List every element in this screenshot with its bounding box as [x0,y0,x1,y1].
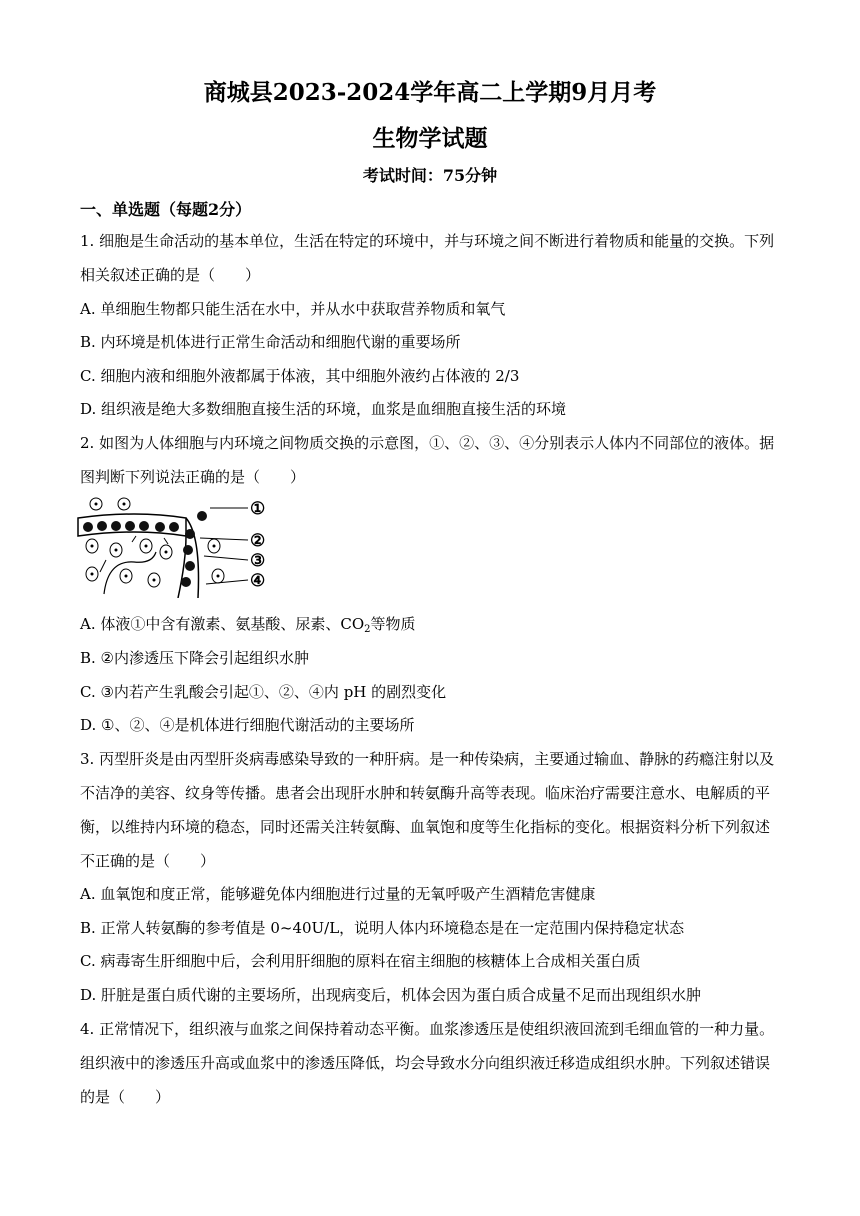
figure-label-4: ④ [250,571,266,591]
exchange-arrows [100,536,168,572]
lymph-vessel [104,552,156,594]
question-3-option-b: B. 正常人转氨酶的参考值是 0~40U/L，说明人体内环境稳态是在一定范围内保持稳定状态 [80,919,685,937]
question-2-stem-line-2: 图判断下列说法正确的是（ ） [80,468,306,486]
question-3-stem-line-1: 3. 丙型肝炎是由丙型肝炎病毒感染导致的一种肝病。是一种传染病，主要通过输血、静脉的药瘾注射以及 [80,750,775,768]
question-1-stem-line-1: 1. 细胞是生命活动的基本单位，生活在特定的环境中，并与环境之间不断进行着物质和能量的交换。下列 [80,232,775,250]
co2-subscript: 2 [364,624,371,635]
question-2-stem-line-1: 2. 如图为人体细胞与内环境之间物质交换的示意图，①、②、③、④分别表示人体内不同部位的液体。据 [80,434,775,452]
question-4-stem-line-1: 4. 正常情况下，组织液与血浆之间保持着动态平衡。血浆渗透压是使组织液回流到毛细血管的一种力量。 [80,1020,775,1038]
question-3-option-c: C. 病毒寄生肝细胞中后，会利用肝细胞的原料在宿主细胞的核糖体上合成相关蛋白质 [80,952,641,970]
question-3-stem-line-3: 衡，以维持内环境的稳态，同时还需关注转氨酶、血氧饱和度等生化指标的变化。根据资料分析下列叙述 [80,818,771,836]
question-2-option-a-text: A. 体液①中含有激素、氨基酸、尿素、CO [80,615,365,633]
question-3-stem-line-4: 不正确的是（ ） [80,852,216,870]
figure-label-2: ② [250,531,266,551]
question-2-option-c: C. ③内若产生乳酸会引起①、②、④内 pH 的剧烈变化 [80,683,447,701]
question-1-option-c: C. 细胞内液和细胞外液都属于体液，其中细胞外液约占体液的 2/3 [80,367,520,385]
question-2-option-a-tail: 等物质 [370,615,416,633]
question-3-option-d: D. 肝脏是蛋白质代谢的主要场所，出现病变后，机体会因为蛋白质合成量不足而出现组织水肿 [80,986,702,1004]
figure-label-3: ③ [250,551,266,571]
leader-lines [200,508,248,584]
figure-label-1: ① [250,499,266,519]
question-2-option-b: B. ②内渗透压下降会引起组织水肿 [80,649,310,667]
exam-time: 考试时间：75分钟 [362,166,498,185]
question-2-option-d: D. ①、②、④是机体进行细胞代谢活动的主要场所 [80,716,415,734]
cell-exchange-figure [76,496,276,598]
exam-title: 商城县2023-2024学年高二上学期9月月考 [203,79,657,106]
question-1-option-d: D. 组织液是绝大多数细胞直接生活的环境，血浆是血细胞直接生活的环境 [80,400,567,418]
exam-subtitle: 生物学试题 [372,125,488,152]
question-4-stem-line-2: 组织液中的渗透压升高或血浆中的渗透压降低，均会导致水分向组织液迁移造成组织水肿。下列叙述错误 [80,1054,771,1072]
question-3-stem-line-2: 不洁净的美容、纹身等传播。患者会出现肝水肿和转氨酶升高等表现。临床治疗需要注意水、电解质的平 [80,784,771,802]
question-1-option-a: A. 单细胞生物都只能生活在水中，并从水中获取营养物质和氧气 [80,300,506,318]
question-1-stem-line-2: 相关叙述正确的是（ ） [80,266,261,284]
question-3-option-a: A. 血氧饱和度正常，能够避免体内细胞进行过量的无氧呼吸产生酒精危害健康 [80,885,596,903]
capillary-wall-vertical-inner [178,536,186,598]
question-4-stem-line-3: 的是（ ） [80,1088,171,1106]
question-2-option-a [80,614,416,640]
question-1-option-b: B. 内环境是机体进行正常生命活动和细胞代谢的重要场所 [80,333,461,351]
section-heading: 一、单选题（每题2分） [80,200,252,219]
